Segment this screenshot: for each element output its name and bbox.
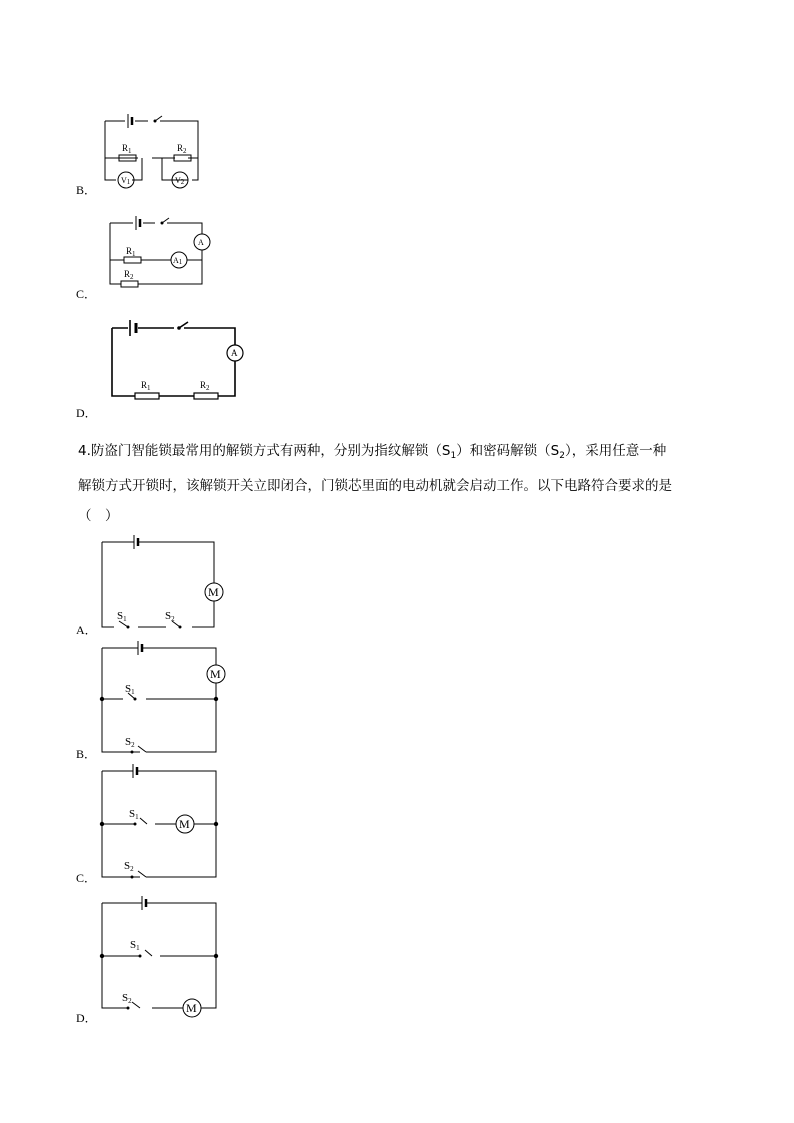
v2-meter-label: V2 xyxy=(175,176,185,186)
option-label-b: B． xyxy=(76,747,97,761)
s2-label: S2 xyxy=(125,736,135,749)
s1-label: S1 xyxy=(130,939,140,952)
circuit-diagram-d xyxy=(100,895,230,1020)
ammeter-main-label: A xyxy=(198,238,204,247)
circuit-diagram-c xyxy=(100,764,230,882)
r1-label: $R_1$ xyxy=(141,380,151,392)
motor-label: M xyxy=(210,667,221,681)
ammeter-branch-label: A1 xyxy=(173,256,183,266)
r2-label: $R_2$ xyxy=(177,143,187,155)
option-label-a: A． xyxy=(76,623,97,637)
s1-label: S1 xyxy=(125,683,135,696)
r1-label: $R_1$ xyxy=(126,246,136,258)
ammeter-label: A xyxy=(231,348,238,358)
motor-label: M xyxy=(179,817,190,831)
s1-label: S1 xyxy=(129,808,139,821)
question-4-line-1: 4.防盗门智能锁最常用的解锁方式有两种，分别为指纹解锁$(S_1)$和密码解锁$(S_2)$，采用任意一种 xyxy=(78,443,667,461)
circuit-diagram-prev-d xyxy=(108,318,243,403)
s2-label: S2 xyxy=(122,992,132,1005)
r1-label: $R_1$ xyxy=(122,143,132,155)
option-label-c-prev: C． xyxy=(76,287,97,301)
s1-label: S1 xyxy=(117,610,127,623)
option-label-d-prev: D． xyxy=(76,406,97,420)
circuit-diagram-prev-c xyxy=(105,212,215,292)
v1-meter-label: V1 xyxy=(121,176,131,186)
option-label-d: D． xyxy=(76,1011,97,1025)
s2-label: S2 xyxy=(165,610,175,623)
r2-label: $R_2$ xyxy=(200,380,210,392)
motor-label: M xyxy=(186,1001,197,1015)
motor-label: M xyxy=(208,585,219,599)
option-label-b-prev: B． xyxy=(76,183,97,197)
question-4-line-3: （ ） xyxy=(78,508,119,524)
option-label-c: C． xyxy=(76,871,97,885)
circuit-diagram-b xyxy=(100,640,230,758)
circuit-diagram-prev-b xyxy=(100,110,210,190)
s2-label: S2 xyxy=(124,860,134,873)
r2-label: $R_2$ xyxy=(124,269,134,281)
circuit-diagram-a xyxy=(100,533,230,633)
question-4-line-2: 解锁方式开锁时，该解锁开关立即闭合，门锁芯里面的电动机就会启动工作。以下电路符合要求的是 xyxy=(78,478,672,494)
